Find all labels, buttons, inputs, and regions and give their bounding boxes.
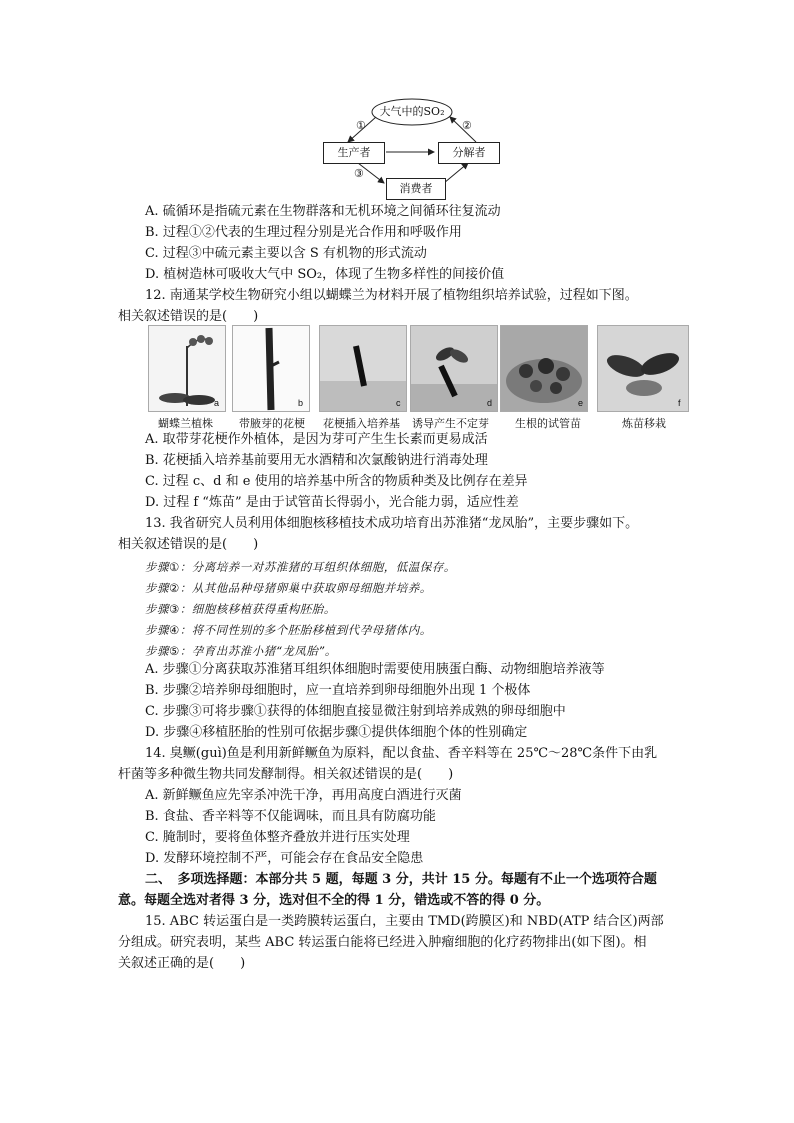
arrow-label-1: ① bbox=[356, 119, 366, 132]
photo-b-letter: b bbox=[298, 398, 304, 408]
q15-stem-cont2: 关叙述正确的是( ) bbox=[118, 956, 246, 971]
q14-option-d: D. 发酵环境控制不严，可能会存在食品安全隐患 bbox=[145, 851, 424, 866]
q15-stem: 15. ABC 转运蛋白是一类跨膜转运蛋白，主要由 TMD(跨膜区)和 NBD(ATP 结合区)两部 bbox=[145, 914, 664, 929]
photo-f-transplanted-seedling bbox=[597, 325, 689, 412]
q13-stem: 13. 我省研究人员利用体细胞核移植技术成功培育出苏淮猪“龙凤胎”，主要步骤如下。 bbox=[145, 516, 639, 531]
q12-stem-cont: 相关叙述错误的是( ) bbox=[118, 309, 259, 324]
q13-option-d: D. 步骤④移植胚胎的性别可依据步骤①提供体细胞个体的性别确定 bbox=[145, 725, 528, 740]
q13-option-b: B. 步骤②培养卵母细胞时，应一直培养到卵母细胞外出现 1 个极体 bbox=[145, 683, 531, 698]
photo-f-caption: 炼苗移栽 bbox=[622, 417, 666, 430]
photo-d-caption: 诱导产生不定芽 bbox=[412, 417, 489, 430]
q14-stem: 14. 臭鳜(guì)鱼是利用新鲜鳜鱼为原料，配以食盐、香辛料等在 25℃～28℃条件下由乳 bbox=[145, 746, 658, 761]
photo-a-letter: a bbox=[214, 398, 220, 408]
photo-c-caption: 花梗插入培养基 bbox=[323, 417, 400, 430]
photo-e-rooted-seedlings bbox=[500, 325, 588, 412]
q13-option-c: C. 步骤③可将步骤①获得的体细胞直接显微注射到培养成熟的卵母细胞中 bbox=[145, 704, 566, 719]
sulfur-cycle-diagram bbox=[318, 95, 508, 200]
q14-option-a: A. 新鲜鳜鱼应先宰杀冲洗干净，再用高度白酒进行灭菌 bbox=[145, 788, 462, 803]
q13-option-a: A. 步骤①分离获取苏淮猪耳组织体细胞时需要使用胰蛋白酶、动物细胞培养液等 bbox=[145, 662, 605, 677]
q15-stem-cont: 分组成。研究表明，某些 ABC 转运蛋白能将已经进入肿瘤细胞的化疗药物排出(如下图)。相 bbox=[118, 935, 647, 950]
q12-stem: 12. 南通某学校生物研究小组以蝴蝶兰为材料开展了植物组织培养试验，过程如下图。 bbox=[145, 288, 638, 303]
photo-d-adventitious-buds bbox=[410, 325, 498, 412]
q12-option-b: B. 花梗插入培养基前要用无水酒精和次氯酸钠进行消毒处理 bbox=[145, 453, 488, 468]
photo-b-caption: 带腋芽的花梗 bbox=[239, 417, 305, 430]
q13-step-3: 步骤③：细胞核移植获得重构胚胎。 bbox=[145, 602, 336, 616]
section2-heading: 二、 多项选择题：本部分共 5 题，每题 3 分，共计 15 分。每题有不止一个选项符合题 bbox=[145, 872, 657, 887]
q11-option-c: C. 过程③中硫元素主要以含 S 有机物的形式流动 bbox=[145, 246, 427, 261]
q14-stem-cont: 杆菌等多种微生物共同发酵制得。相关叙述错误的是( ) bbox=[118, 767, 454, 782]
arrow-label-2: ② bbox=[462, 119, 472, 132]
q12-option-d: D. 过程 f “炼苗” 是由于试管苗长得弱小，光合能力弱，适应性差 bbox=[145, 495, 519, 510]
q14-option-b: B. 食盐、香辛料等不仅能调味，而且具有防腐功能 bbox=[145, 809, 436, 824]
photo-c-stem-in-medium bbox=[319, 325, 407, 412]
q13-stem-cont: 相关叙述错误的是( ) bbox=[118, 537, 259, 552]
photo-c-letter: c bbox=[396, 398, 401, 408]
photo-e-letter: e bbox=[578, 398, 584, 408]
q11-option-b: B. 过程①②代表的生理过程分别是光合作用和呼吸作用 bbox=[145, 225, 462, 240]
q14-option-c: C. 腌制时，要将鱼体整齐叠放并进行压实处理 bbox=[145, 830, 410, 845]
photo-a-caption: 蝴蝶兰植株 bbox=[158, 417, 213, 430]
photo-f-letter: f bbox=[678, 398, 681, 408]
node-consumer: 消费者 bbox=[386, 178, 446, 200]
node-atmosphere-so2: 大气中的SO₂ bbox=[379, 105, 445, 118]
q13-step-1: 步骤①：分离培养一对苏淮猪的耳组织体细胞，低温保存。 bbox=[145, 560, 456, 574]
q13-step-5: 步骤⑤：孕育出苏淮小猪“龙凤胎”。 bbox=[145, 644, 337, 658]
arrow-label-3: ③ bbox=[354, 167, 364, 180]
node-producer: 生产者 bbox=[323, 142, 385, 164]
q11-option-a: A. 硫循环是指硫元素在生物群落和无机环境之间循环往复流动 bbox=[145, 204, 501, 219]
q13-step-4: 步骤④：将不同性别的多个胚胎移植到代孕母猪体内。 bbox=[145, 623, 432, 637]
q12-option-a: A. 取带芽花梗作外植体，是因为芽可产生生长素而更易成活 bbox=[145, 432, 488, 447]
q11-option-d: D. 植树造林可吸收大气中 SO₂，体现了生物多样性的间接价值 bbox=[145, 267, 505, 282]
node-decomposer: 分解者 bbox=[438, 142, 500, 164]
section2-heading-cont: 意。每题全选对者得 3 分，选对但不全的得 1 分，错选或不答的得 0 分。 bbox=[118, 893, 550, 908]
q12-option-c: C. 过程 c、d 和 e 使用的培养基中所含的物质种类及比例存在差异 bbox=[145, 474, 528, 489]
photo-e-caption: 生根的试管苗 bbox=[515, 417, 581, 430]
photo-d-letter: d bbox=[487, 398, 493, 408]
q13-step-2: 步骤②：从其他品种母猪卵巢中获取卵母细胞并培养。 bbox=[145, 581, 432, 595]
